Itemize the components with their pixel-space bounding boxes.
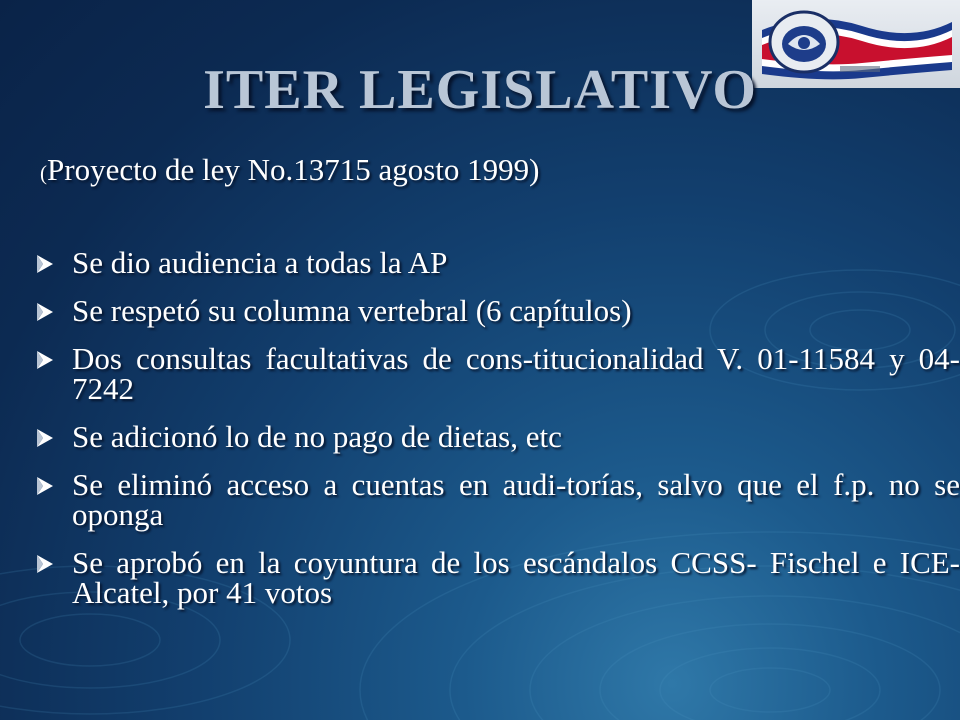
bullet-text: Dos consultas facultativas de cons-titucionalidad V. 01-11584 y 04-7242 bbox=[72, 341, 960, 406]
slide-subtitle bbox=[40, 152, 539, 188]
bullet-text: Se adicionó lo de no pago de dietas, etc bbox=[72, 419, 562, 454]
bullet-text: Se dio audiencia a todas la AP bbox=[72, 245, 448, 280]
arrow-bullet-icon bbox=[34, 349, 56, 371]
list-item bbox=[34, 341, 960, 406]
arrow-bullet-icon bbox=[34, 553, 56, 575]
bullet-text: Se aprobó en la coyuntura de los escándalos CCSS- Fischel e ICE- Alcatel, por 41 votos bbox=[72, 545, 960, 610]
list-item bbox=[34, 545, 960, 610]
list-item bbox=[34, 245, 960, 280]
list-item bbox=[34, 293, 960, 328]
list-item bbox=[34, 419, 960, 454]
bullet-text: Se respetó su columna vertebral (6 capítulos) bbox=[72, 293, 632, 328]
subtitle-text: Proyecto de ley No.13715 agosto 1999) bbox=[47, 152, 540, 187]
arrow-bullet-icon bbox=[34, 427, 56, 449]
arrow-bullet-icon bbox=[34, 253, 56, 275]
arrow-bullet-icon bbox=[34, 475, 56, 497]
subtitle-open-paren: ( bbox=[40, 161, 47, 185]
arrow-bullet-icon bbox=[34, 301, 56, 323]
list-item bbox=[34, 467, 960, 532]
bullet-list bbox=[34, 245, 960, 626]
slide-title: ITER LEGISLATIVO bbox=[203, 59, 757, 121]
bullet-text: Se eliminó acceso a cuentas en audi-torías, salvo que el f.p. no se oponga bbox=[72, 467, 960, 532]
